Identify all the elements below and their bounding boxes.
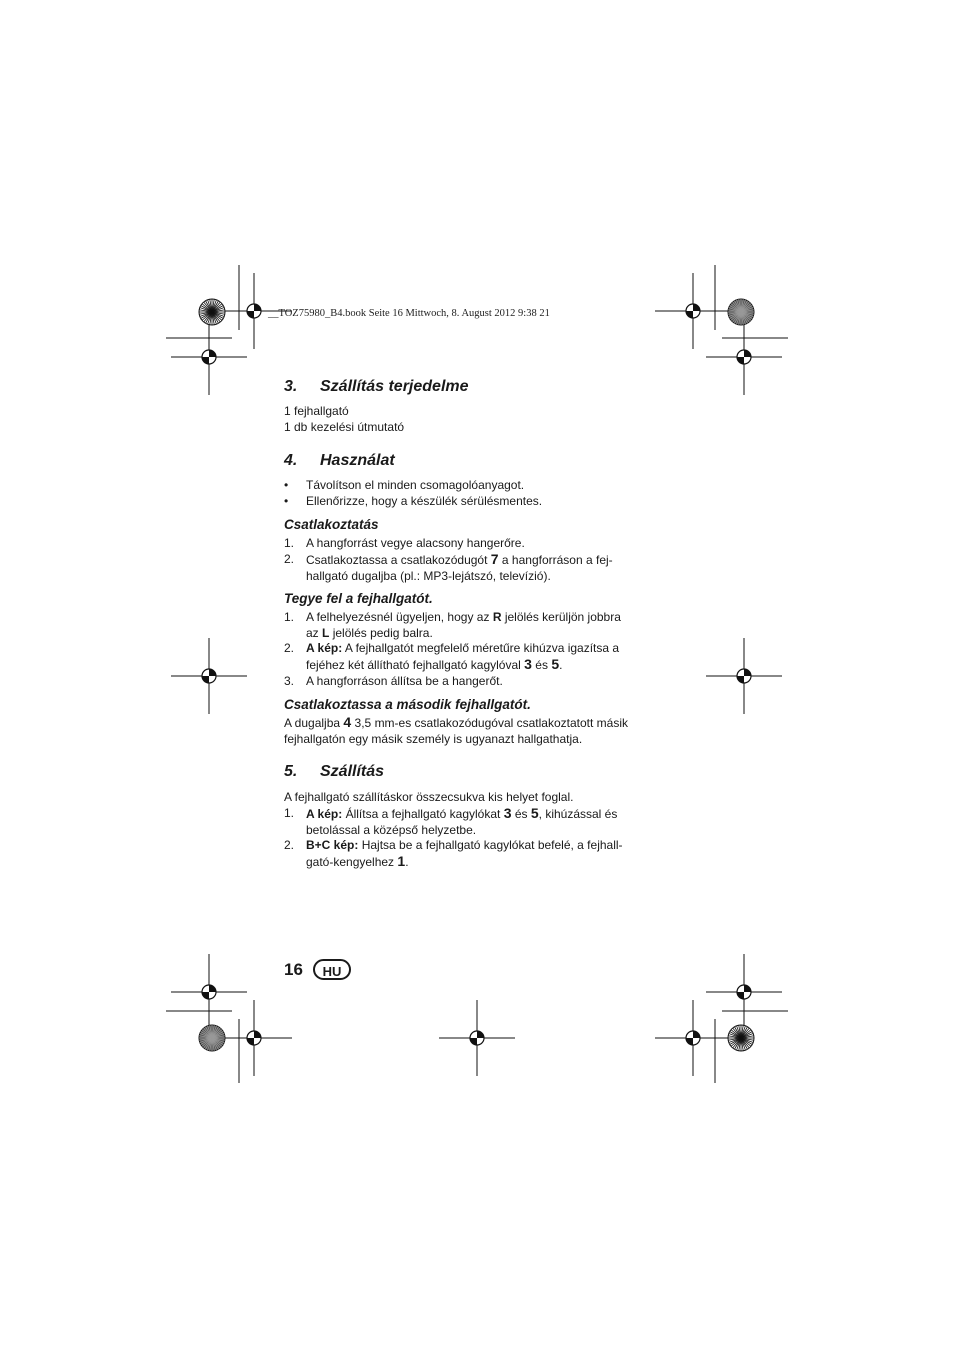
registration-mark [655, 1000, 731, 1076]
subheading-csatlakoztatas: Csatlakoztatás [284, 517, 379, 532]
contents-line: 1 fejhallgató [284, 404, 349, 418]
registration-mark [706, 638, 782, 714]
page-number: 16 [284, 960, 303, 979]
step-item: 2. A kép: A fejhallgatót megfelelő méretűre kihúzva igazítsa a fejéhez két állítható fejhallgató kagylóval 3 és 5. [284, 641, 620, 672]
subheading-masodik-fejhallgato: Csatlakoztassa a második fejhallgatót. [284, 697, 531, 712]
section-heading-3: 3. Szállítás terjedelme [284, 378, 469, 395]
registration-mark [439, 1000, 515, 1076]
step-item: 1. A hangforrást vegye alacsony hangerőre. [284, 536, 525, 550]
bullet-item: • Ellenőrizze, hogy a készülék sérülésmentes. [284, 494, 543, 508]
color-wheel-mark [199, 1025, 225, 1051]
paragraph: A dugaljba 4 3,5 mm-es csatlakozódugóval csatlakoztatott másik fejhallgatón egy másik személy is ugyanazt hallgathatja. [284, 714, 628, 746]
color-wheel-mark [728, 299, 754, 325]
section-heading-4: 4. Használat [284, 452, 395, 469]
color-wheel-mark [199, 299, 225, 325]
step-item: 2. Csatlakoztassa a csatlakozódugót 7 a hangforráson a fej- hallgató dugaljba (pl.: MP3-lejátszó, televízió). [284, 551, 613, 583]
registration-mark [171, 638, 247, 714]
contents-line: 1 db kezelési útmutató [284, 420, 405, 434]
bullet-item: • Távolítson el minden csomagolóanyagot. [284, 478, 525, 492]
step-item: 1. A felhelyezésnél ügyeljen, hogy az R jelölés kerüljön jobbra az L jelölés pedig balra. [284, 610, 621, 640]
paragraph: A fejhallgató szállításkor összecsukva kis helyet foglal. [284, 790, 574, 804]
registration-mark [171, 319, 247, 395]
subheading-tegye-fel: Tegye fel a fejhallgatót. [284, 591, 433, 606]
color-wheel-mark [728, 1025, 754, 1051]
registration-mark [706, 954, 782, 1030]
registration-mark [706, 319, 782, 395]
step-item: 1. A kép: Állítsa a fejhallgató kagylókat 3 és 5, kihúzással és betolással a középső helyzetbe. [284, 805, 618, 837]
step-item: 3. A hangforráson állítsa be a hangerőt. [284, 674, 503, 688]
print-slug: __TOZ75980_B4.book Seite 16 Mittwoch, 8. August 2012 9:38 21 [268, 308, 550, 319]
language-badge: HU [313, 959, 351, 980]
step-item: 2. B+C kép: Hajtsa be a fejhallgató kagylókat befelé, a fejhall- gató-kengyelhez 1. [284, 838, 623, 869]
section-heading-5: 5. Szállítás [284, 763, 385, 780]
registration-mark [171, 954, 247, 1030]
registration-mark [655, 273, 731, 349]
